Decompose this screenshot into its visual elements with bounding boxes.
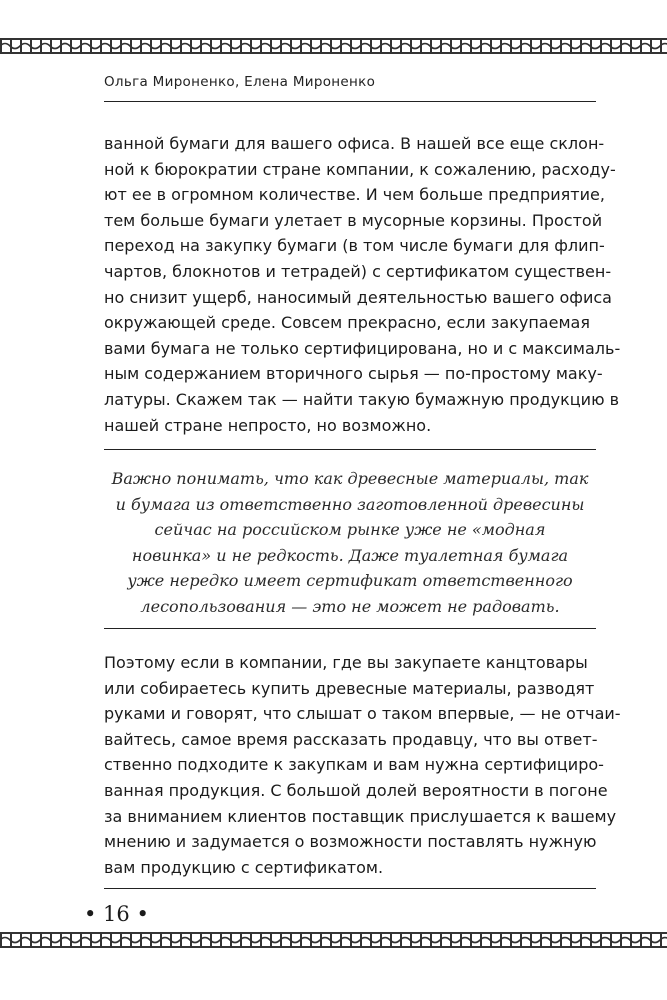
text-line: вайтесь, самое время рассказать продавцу, что вы ответ- bbox=[104, 729, 598, 749]
text-line: чартов, блокнотов и тетрадей) с сертификатом существен- bbox=[104, 261, 612, 281]
quote-line: Важно понимать, что как древесные материалы, так bbox=[111, 469, 589, 488]
wave-ornament-icon bbox=[0, 41, 667, 51]
wave-ornament-icon bbox=[0, 935, 667, 945]
text-line: но снизит ущерб, наносимый деятельностью вашего офиса bbox=[104, 287, 612, 307]
text-line: латуры. Скажем так — найти такую бумажную продукцию в bbox=[104, 389, 620, 409]
top-ornament-border bbox=[0, 38, 667, 54]
paragraph-2 bbox=[104, 650, 621, 880]
quote-line: сейчас на российском рынке уже не «модная bbox=[154, 520, 546, 540]
text-line: за вниманием клиентов поставщик прислушается к вашему bbox=[104, 806, 617, 826]
running-head-authors: Ольга Мироненко, Елена Мироненко bbox=[104, 74, 376, 90]
footer-divider bbox=[104, 888, 596, 889]
text-line: нашей стране непросто, но возможно. bbox=[104, 415, 432, 435]
text-line: мнению и задумается о возможности поставлять нужную bbox=[104, 832, 597, 852]
quote-line: уже нередко имеет сертификат ответственного bbox=[127, 571, 573, 591]
text-line: ной к бюрократии стране компании, к сожалению, расходу- bbox=[104, 159, 616, 179]
text-line: ванной бумаги для вашего офиса. В нашей все еще склон- bbox=[104, 134, 605, 153]
quote-line: лесопользования — это не может не радовать. bbox=[140, 596, 560, 616]
text-line: руками и говорят, что слышат о таком впервые, — не отчаи- bbox=[104, 704, 621, 724]
paragraph-1 bbox=[104, 131, 621, 438]
text-line: вами бумага не только сертифицирована, но и с максималь- bbox=[104, 338, 621, 358]
text-line: Поэтому если в компании, где вы закупаете канцтовары bbox=[104, 653, 588, 672]
text-line: переход на закупку бумаги (в том числе бумаги для флип- bbox=[104, 236, 605, 256]
text-line: вам продукцию с сертификатом. bbox=[104, 857, 384, 877]
quote-top-divider bbox=[104, 449, 596, 450]
quote-line: и бумага из ответственно заготовленной древесины bbox=[115, 494, 585, 514]
pull-quote bbox=[104, 466, 596, 620]
text-line: окружающей среде. Совсем прекрасно, если закупаемая bbox=[104, 313, 590, 333]
text-line: ным содержанием вторичного сырья — по-простому маку- bbox=[104, 364, 603, 384]
page-number: • 16 • bbox=[84, 902, 149, 926]
text-line: ют ее в огромном количестве. И чем больше предприятие, bbox=[104, 185, 605, 205]
header-divider bbox=[104, 101, 596, 102]
bottom-ornament-border bbox=[0, 932, 667, 948]
text-line: или собираетесь купить древесные материалы, разводят bbox=[104, 678, 595, 698]
text-line: тем больше бумаги улетает в мусорные корзины. Простой bbox=[104, 210, 603, 230]
text-line: ванная продукция. С большой долей вероятности в погоне bbox=[104, 780, 608, 800]
text-line: ственно подходите к закупкам и вам нужна сертифициро- bbox=[104, 755, 604, 775]
quote-bottom-divider bbox=[104, 628, 596, 629]
quote-line: новинка» и не редкость. Даже туалетная бумага bbox=[131, 545, 569, 565]
